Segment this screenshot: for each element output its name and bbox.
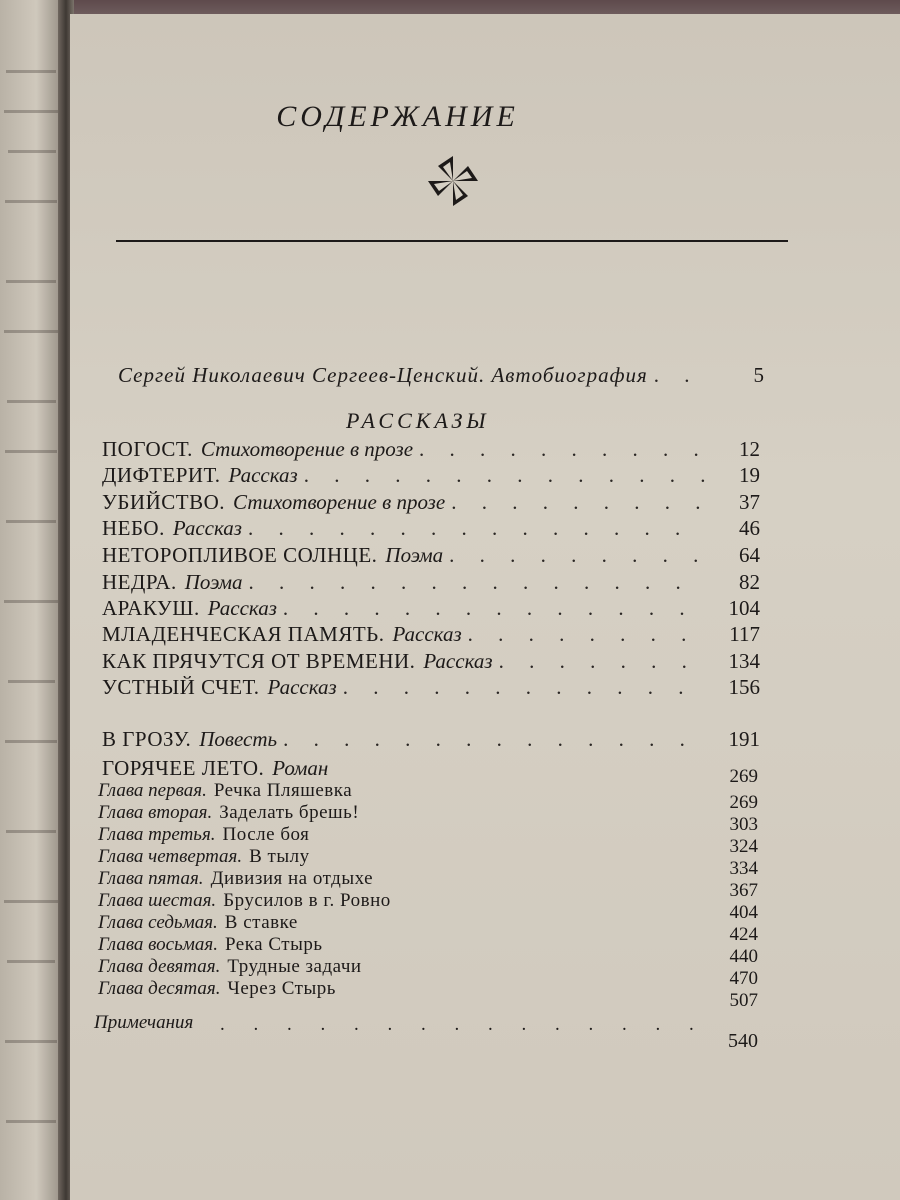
chapter-label: Глава шестая. — [98, 890, 217, 911]
toc-entry — [102, 649, 760, 677]
entry-page: 12 — [739, 437, 760, 461]
entry-title: УСТНЫЙ СЧЕТ. — [102, 675, 260, 699]
entry-page: 82 — [739, 570, 760, 594]
chapter-page: 324 — [729, 836, 758, 857]
chapter-name: В тылу — [249, 846, 310, 867]
chapter-label: Глава четвертая. — [98, 846, 243, 867]
entry-page: 64 — [739, 543, 760, 567]
entry-genre: Рассказ — [207, 596, 277, 620]
novel-entry: ГОРЯЧЕЕ ЛЕТО. Роман — [102, 756, 329, 780]
dot-leader — [449, 543, 706, 568]
chapter-name: Дивизия на отдыхе — [210, 868, 374, 889]
chapter-page: 470 — [729, 968, 758, 989]
entry-title: НЕТОРОПЛИВОЕ СОЛНЦЕ. — [102, 543, 378, 567]
entry-title: ПОГОСТ. — [102, 437, 193, 461]
toc-entry — [102, 543, 760, 571]
entry-page: 156 — [728, 675, 760, 699]
notes-page: 540 — [728, 1030, 758, 1052]
toc-entry — [102, 675, 760, 703]
title-divider — [116, 240, 788, 242]
toc-entry — [102, 490, 760, 518]
dot-leader — [499, 649, 706, 674]
entry-genre: Стихотворение в прозе — [200, 437, 414, 461]
section-heading-stories: РАССКАЗЫ — [346, 408, 490, 433]
notes-label: Примечания — [94, 1012, 194, 1033]
chapter-name: Заделать брешь! — [219, 802, 360, 823]
entry-title: КАК ПРЯЧУТСЯ ОТ ВРЕМЕНИ. — [102, 649, 416, 673]
entry-title: АРАКУШ. — [102, 596, 200, 620]
entry-title: НЕДРА. — [102, 570, 177, 594]
chapter-label: Глава девятая. — [98, 956, 221, 977]
entry-title: МЛАДЕНЧЕСКАЯ ПАМЯТЬ. — [102, 622, 385, 646]
chapter-label: Глава седьмая. — [98, 912, 218, 933]
entry-genre: Поэма — [385, 543, 444, 567]
chapter-label: Глава восьмая. — [98, 934, 218, 955]
dot-leader — [283, 596, 706, 621]
entry-title: НЕБО. — [102, 516, 165, 540]
windmill-ornament-icon — [426, 154, 480, 208]
notes-leader: . . . . . . . . . . . . . . . — [220, 1014, 706, 1035]
entry-genre: Поэма — [184, 570, 243, 594]
entry-page: 37 — [739, 490, 760, 514]
chapter-page: 440 — [729, 946, 758, 967]
autobiography-entry: Сергей Николаевич Сергеев-Ценский. Автобиография . . . 5 — [118, 363, 764, 391]
toc-entry — [102, 437, 760, 465]
entry-genre: Стихотворение в прозе — [233, 490, 446, 514]
entry-genre: Рассказ — [267, 675, 337, 699]
chapter-name: В ставке — [224, 912, 298, 933]
contents-page — [70, 14, 900, 1200]
chapter-label: Глава пятая. — [98, 868, 204, 889]
toc-entry — [102, 622, 760, 650]
chapter-page: 404 — [729, 902, 758, 923]
chapter-label: Глава первая. — [98, 780, 207, 801]
entry-title: УБИЙСТВО. — [102, 490, 226, 514]
chapter-page: 269 — [729, 792, 758, 813]
dot-leader — [304, 463, 706, 488]
chapter-page: 334 — [729, 858, 758, 879]
left-page-edge — [0, 0, 66, 1200]
povest-entry: В ГРОЗУ. Повесть . . . 191 — [102, 727, 760, 755]
entry-title: ДИФТЕРИТ. — [102, 463, 221, 487]
chapter-name: Брусилов в г. Ровно — [223, 890, 391, 911]
chapter-entry — [98, 978, 758, 1011]
entry-page: 104 — [728, 596, 760, 620]
entry-genre: Рассказ — [228, 463, 298, 487]
toc-entry — [102, 570, 760, 598]
entry-genre: Рассказ — [423, 649, 493, 673]
dot-leader — [451, 490, 706, 515]
toc-entry — [102, 596, 760, 624]
page-title: СОДЕРЖАНИЕ — [276, 100, 519, 133]
chapter-page: 507 — [729, 990, 758, 1011]
entry-page: 134 — [728, 649, 760, 673]
chapter-page: 424 — [729, 924, 758, 945]
chapter-page: 303 — [729, 814, 758, 835]
entry-genre: Рассказ — [172, 516, 242, 540]
entry-page: 46 — [739, 516, 760, 540]
chapter-label: Глава третья. — [98, 824, 216, 845]
entry-page: 117 — [729, 622, 760, 646]
toc-entry — [102, 463, 760, 491]
entry-page: 19 — [739, 463, 760, 487]
chapter-label: Глава десятая. — [98, 978, 221, 999]
chapter-page: 367 — [729, 880, 758, 901]
dot-leader — [468, 622, 706, 647]
toc-entry — [102, 516, 760, 544]
chapter-name: Речка Пляшевка — [213, 780, 353, 801]
chapter-name: Трудные задачи — [227, 956, 362, 977]
dot-leader — [343, 675, 706, 700]
chapter-name: Река Стырь — [224, 934, 323, 955]
entry-genre: Рассказ — [392, 622, 462, 646]
dot-leader — [248, 516, 706, 541]
dot-leader — [248, 570, 706, 595]
novel-page: 269 — [729, 766, 758, 787]
chapter-name: Через Стырь — [227, 978, 336, 999]
dot-leader — [419, 437, 706, 462]
chapter-label: Глава вторая. — [98, 802, 213, 823]
chapter-name: После боя — [222, 824, 310, 845]
